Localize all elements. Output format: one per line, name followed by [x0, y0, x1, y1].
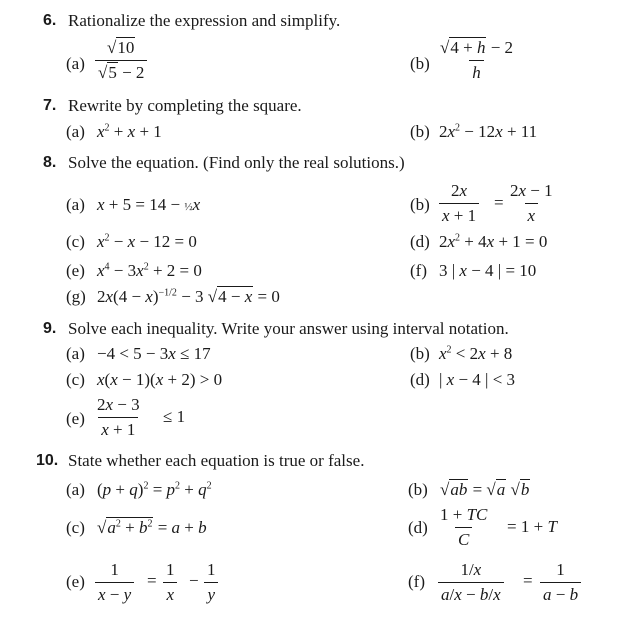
math-expression: | x − 4 | < 3 — [439, 370, 516, 389]
math-expression: $\frac{2x - 3}{x + 1}$ — [97, 395, 140, 439]
math-expression: $\frac{√10}{√5 - 2}$ — [95, 38, 147, 83]
math-expression: = 1 + T — [507, 517, 557, 536]
problem-number: 7. — [43, 97, 57, 114]
part-label: (a) — [66, 195, 85, 214]
math-expression: x + 5 = 14 − ½x — [97, 195, 201, 214]
math-expression: $2x^2 - 12x + 11$ — [439, 122, 538, 141]
problem-instruction: Rationalize the expression and simplify. — [68, 11, 341, 30]
part-label: (e) — [66, 409, 85, 428]
math-expression: $\frac{1}{a - b}$ — [540, 560, 581, 605]
math-expression: $(p + q)^2 = p^2 + q^2$ — [97, 480, 212, 499]
problem-instruction: Solve each inequality. Write your answer using interval notation. — [68, 319, 509, 338]
equals-sign: = — [523, 571, 533, 590]
part-label: (d) — [410, 232, 430, 251]
math-expression: x(x − 1)(x + 2) > 0 — [97, 370, 223, 389]
part-label: (g) — [66, 287, 86, 306]
part-label: (d) — [410, 370, 430, 389]
part-label: (e) — [66, 261, 85, 280]
problem-number: 8. — [43, 154, 57, 171]
math-expression: $x^2 - x - 12 = 0$ — [97, 232, 197, 251]
minus-sign: − — [189, 571, 199, 590]
math-expression: −4 < 5 − 3x ≤ 17 — [97, 344, 211, 363]
part-label: (b) — [410, 344, 430, 363]
problem-instruction: Solve the equation. (Find only the real solutions.) — [68, 153, 405, 172]
problem-number: 6. — [43, 12, 57, 29]
part-label: (c) — [66, 232, 85, 251]
math-expression: 3 | x − 4 | = 10 — [439, 261, 537, 280]
math-expression: $x^4 - 3x^2 + 2 = 0$ — [97, 261, 202, 280]
part-label: (f) — [408, 572, 425, 591]
part-label: (b) — [410, 195, 430, 214]
part-label: (e) — [66, 572, 85, 591]
math-expression: ≤ 1 — [163, 407, 186, 426]
equals-sign: = — [494, 193, 504, 212]
math-expression: $\frac{2x - 1}{x}$ — [510, 181, 553, 225]
problem-number: 10. — [36, 452, 59, 469]
math-expression: √ab = √a √b — [440, 480, 530, 499]
math-expression: $\frac{1}{x - y}$ — [95, 560, 134, 605]
part-label: (a) — [66, 480, 85, 499]
math-expression: $\frac{1}{y}$ — [204, 560, 219, 605]
part-label: (b) — [410, 122, 430, 141]
math-expression: $x^2 + x + 1$ — [97, 122, 162, 141]
math-expression: $√a^2 + b^2 = a + b$ — [97, 518, 207, 537]
part-label: (a) — [66, 344, 85, 363]
math-expression: $2x^2 + 4x + 1 = 0$ — [439, 232, 548, 251]
problem-instruction: Rewrite by completing the square. — [68, 96, 302, 115]
part-label: (c) — [66, 518, 85, 537]
part-label: (b) — [410, 54, 430, 73]
part-label: (d) — [408, 518, 428, 537]
problem-number: 9. — [43, 320, 57, 337]
math-expression: $x^2 < 2x + 8$ — [439, 344, 513, 363]
part-label: (f) — [410, 261, 427, 280]
math-expression: $\frac{1}{x}$ — [163, 560, 178, 605]
part-label: (b) — [408, 480, 428, 499]
math-expression: $\frac{1 + TC}{C}$ — [440, 505, 488, 549]
math-expression: $2x(4 - x)^{-1/2} - 3$ √4 − x = 0 — [97, 287, 280, 306]
part-label: (a) — [66, 122, 85, 141]
part-label: (a) — [66, 54, 85, 73]
math-expression: $\frac{√4 + h - 2}{h}$ — [440, 38, 514, 82]
math-expression: $\frac{1/x}{a/x - b/x}$ — [438, 560, 504, 605]
problem-instruction: State whether each equation is true or false. — [68, 451, 365, 470]
part-label: (c) — [66, 370, 85, 389]
equals-sign: = — [147, 571, 157, 590]
math-expression: $\frac{2x}{x + 1}$ — [439, 181, 479, 226]
